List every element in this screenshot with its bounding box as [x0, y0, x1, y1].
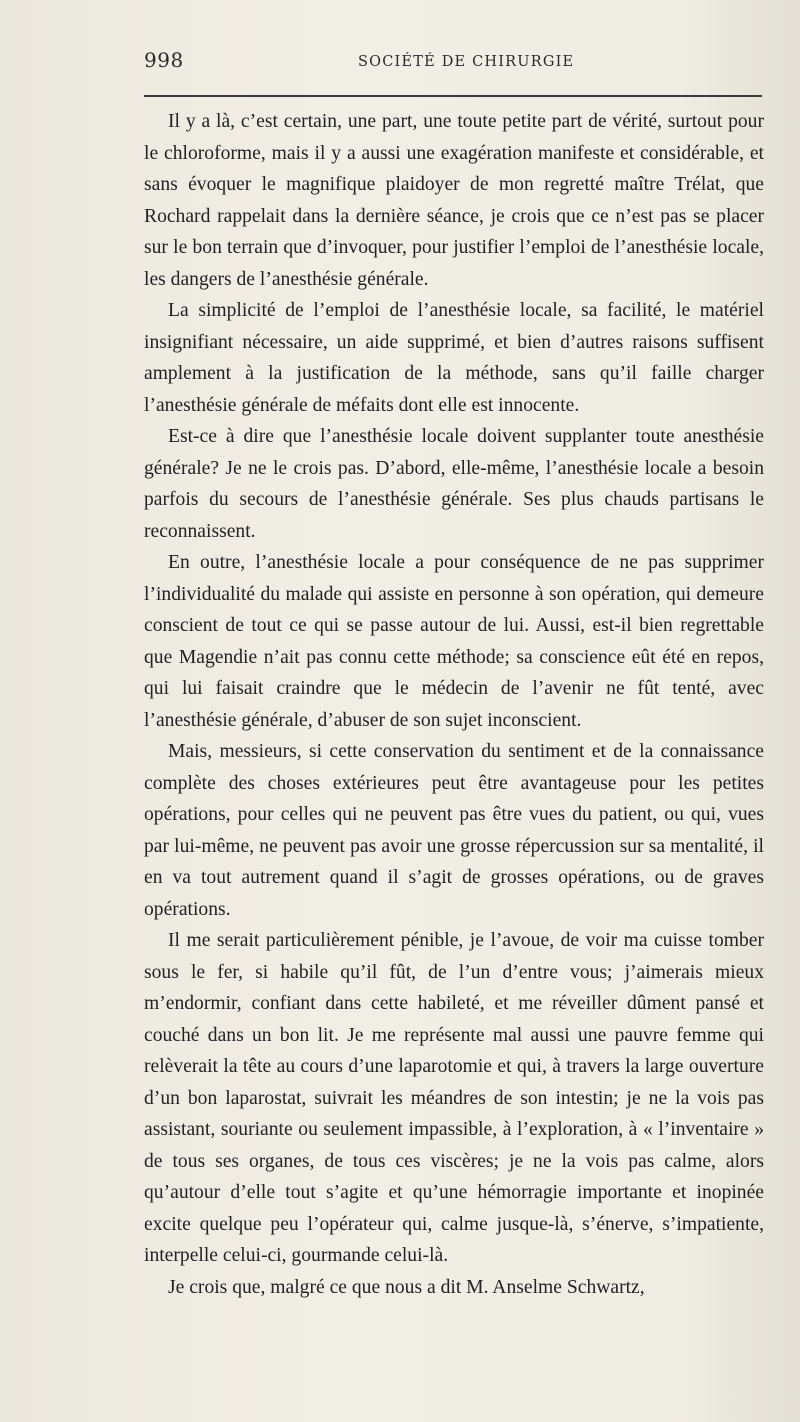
paragraph: La simplicité de l’emploi de l’anesthésie locale, sa facilité, le matériel insignifiant nécessaire, un aide supprimé, et bien d’autres raisons suffisent amplement à la justification de la méthode, sans qu’il faille charger l’anesthésie générale de méfaits dont elle est innocente. [144, 300, 764, 416]
paragraph: Mais, messieurs, si cette conservation du sentiment et de la connaissance complète des choses extérieures peut être avantageuse pour les petites opérations, pour celles qui ne peuvent pas être vues du patient, ou qui, vues par lui-même, ne peuvent pas avoir une grosse répercussion sur sa mentalité, il en va tout autrement quand il s’agit de grosses opérations, ou de graves opérations. [144, 741, 764, 920]
header-rule [144, 95, 762, 97]
paragraph: Il y a là, c’est certain, une part, une toute petite part de vérité, surtout pour le chloroforme, mais il y a aussi une exagération manifeste et considérable, et sans évoquer le magnifique plaidoyer de mon regretté maître Trélat, que Rochard rappelait dans la dernière séance, je crois que ce n’est pas se placer sur le bon terrain que d’invoquer, pour justifier l’emploi de l’anesthésie locale, les dangers de l’anesthésie générale. [144, 111, 764, 290]
paragraph: Il me serait particulièrement pénible, je l’avoue, de voir ma cuisse tomber sous le fer, si habile qu’il fût, de l’un d’entre vous; j’aimerais mieux m’endormir, confiant dans cette habileté, et me réveiller dûment pansé et couché dans un bon lit. Je me représente mal aussi une pauvre femme qui relèverait la tête au cours d’une laparotomie et qui, à travers la large ouverture d’un bon laparostat, suivrait les méandres de son intestin; je ne la vois pas assistant, souriante ou seulement impassible, à l’exploration, à « l’inventaire » de tous ses organes, de tous ces viscères; je ne la vois pas calme, alors qu’autour d’elle tout s’agite et qu’une hémorragie importante et inopinée excite quelque peu l’opérateur qui, calme jusque-là, s’énerve, s’impatiente, interpelle celui-ci, gourmande celui-là. [144, 930, 764, 1266]
body-text [144, 106, 764, 1303]
paragraph: En outre, l’anesthésie locale a pour conséquence de ne pas supprimer l’individualité du malade qui assiste en personne à son opération, qui demeure conscient de tout ce qui se passe autour de lui. Aussi, est-il bien regrettable que Magendie n’ait pas connu cette méthode; sa conscience eût été en repos, qui lui faisait craindre que le médecin de l’avenir ne fût tenté, avec l’anesthésie générale, d’abuser de son sujet inconscient. [144, 552, 764, 731]
paragraph: Est-ce à dire que l’anesthésie locale doivent supplanter toute anesthésie générale? Je ne le crois pas. D’abord, elle-même, l’anesthésie locale a besoin parfois du secours de l’anesthésie générale. Ses plus chauds partisans le reconnaissent. [144, 426, 764, 542]
paragraph: Je crois que, malgré ce que nous a dit M. Anselme Schwartz, [168, 1276, 645, 1298]
running-title: SOCIÉTÉ DE CHIRURGIE [358, 54, 575, 70]
running-header [144, 46, 764, 76]
page-number: 998 [144, 48, 184, 72]
